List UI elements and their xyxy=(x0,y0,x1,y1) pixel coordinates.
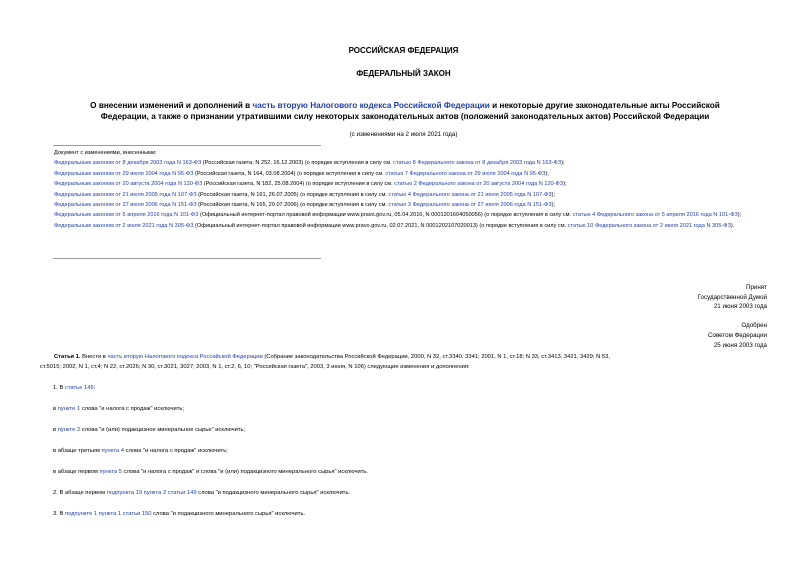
article-1-line-1 xyxy=(40,352,770,362)
doc-type-heading: ФЕДЕРАЛЬНЫЙ ЗАКОН xyxy=(356,69,451,78)
item-text-end: слова "и налога с продаж" исключить; xyxy=(80,406,185,412)
edition-note: (с изменениями на 2 июля 2021 года) xyxy=(349,131,458,138)
approved-date: 25 июня 2003 года xyxy=(713,341,767,349)
item-6 xyxy=(53,490,350,496)
amendment-link[interactable]: Федеральным законом от 5 апреля 2016 года N 101-ФЗ xyxy=(54,212,199,219)
item-2 xyxy=(53,406,184,412)
amendment-text: (Российская газета, N 252, 16.12.2003) (о порядке вступления в силу см. xyxy=(201,160,394,167)
title-text-end: и некоторые другие законодательные акты Российской xyxy=(489,101,720,110)
item-7 xyxy=(53,511,305,517)
item-4 xyxy=(53,448,228,454)
amendment-article-link[interactable]: статью 10 Федерального закона от 2 июля 2021 года N 305-ФЗ xyxy=(567,222,731,229)
item-text: в абзаце третьем xyxy=(53,448,102,454)
amendments-intro: Документ с изменениями, внесенными: xyxy=(54,150,157,156)
amendment-item xyxy=(40,221,770,231)
item-link[interactable]: пункте 2 xyxy=(57,427,81,433)
adoption-block xyxy=(698,283,767,350)
item-text: 2. В абзаце первом xyxy=(53,490,107,496)
item-text: в xyxy=(53,406,58,412)
amendment-link[interactable]: Федеральным законом от 27 июля 2006 года N 151-ФЗ xyxy=(54,202,197,209)
item-text-end: слова "и налога с продаж" и слова "и (или) подакцизного минерального сырья" исключить. xyxy=(122,469,369,475)
amendment-article-link[interactable]: статью 8 Федерального закона от 8 декабря 2003 года N 163-ФЗ xyxy=(393,160,562,167)
approved-label: Одобрен xyxy=(741,322,767,330)
amendment-item xyxy=(40,158,770,168)
amendment-link[interactable]: Федеральным законом от 21 июля 2005 года N 107-ФЗ xyxy=(54,191,197,198)
amendment-article-link[interactable]: статью 4 Федерального закона от 21 июля 2005 года N 107-ФЗ xyxy=(388,191,552,198)
amendment-end: ); xyxy=(737,212,742,219)
amendment-article-link[interactable]: статью 4 Федерального закона от 5 апреля 2016 года N 101-ФЗ xyxy=(572,212,738,219)
title-link-tax-code[interactable]: часть вторую Налогового кодекса Российской Федерации xyxy=(252,101,490,110)
amendment-item xyxy=(40,200,770,210)
item-text-end: слова "и подакцизного минерального сырья" исключить. xyxy=(151,511,306,517)
item-5 xyxy=(53,469,368,475)
amendment-item xyxy=(40,179,770,189)
item-text: 1. В xyxy=(53,385,65,391)
amendment-end: ); xyxy=(551,191,556,198)
amendment-item xyxy=(40,190,770,200)
title-text: О внесении изменений и дополнений в xyxy=(90,101,253,110)
amendment-article-link[interactable]: статью 2 Федерального закона от 20 августа 2004 года N 120-ФЗ xyxy=(394,181,564,188)
amendment-end: ). xyxy=(730,222,735,229)
title-line-2: Федерации, а также о признании утратившими силу некоторых законодательных актов (положений законодательных актов) Российской Федерации xyxy=(100,112,710,121)
item-link[interactable]: пункта 4 xyxy=(101,448,124,454)
article-1-label: Статья 1. xyxy=(54,354,81,360)
article-1-text-end: (Собрание законодательства Российской Федерации, 2000, N 32, ст.3340, 3341; 2001, N 1, ст.18; N 33, ст.3413, 3421, 3429; N 53, xyxy=(262,354,610,360)
item-text-end: слова "и (или) подакцизное минеральное сырье" исключить; xyxy=(80,427,246,433)
amendment-article-link[interactable]: статью 3 Федерального закона от 27 июля 2006 года N 151-ФЗ xyxy=(388,202,552,209)
amendment-link[interactable]: Федеральным законом от 8 декабря 2003 года N 163-ФЗ xyxy=(54,160,202,167)
item-link[interactable]: подпункте 1 пункта 1 статьи 150 xyxy=(64,511,152,517)
amendment-item xyxy=(40,169,770,179)
amendment-link[interactable]: Федеральным законом от 20 августа 2004 года N 120-ФЗ xyxy=(54,181,203,188)
law-title xyxy=(40,100,770,122)
item-1 xyxy=(53,385,95,391)
divider-bottom xyxy=(53,258,321,259)
article-1-line-2: ст.5015; 2002, N 1, ст.4; N 22, ст.2026; N 30, ст.3021, 3027; 2003, N 1, ст.2, 6, 10; "Российская газета", 2003, 3 июня, N 106) следующие изменения и дополнения: xyxy=(40,364,470,371)
item-text-end: слова "и налога с продаж" исключить; xyxy=(123,448,228,454)
amendment-link[interactable]: Федеральным законом от 29 июля 2004 года N 95-ФЗ xyxy=(54,170,194,177)
amendment-item xyxy=(40,210,770,220)
item-text-end: : xyxy=(93,385,96,391)
article-1-text: Внести в xyxy=(80,354,108,360)
item-text: в xyxy=(53,427,58,433)
item-text: в абзаце первом xyxy=(53,469,100,475)
amendment-article-link[interactable]: статью 7 Федерального закона от 29 июля 2004 года N 95-ФЗ xyxy=(385,170,546,177)
article-1 xyxy=(40,352,770,373)
accepted-label: Принят xyxy=(746,284,767,291)
country-heading: РОССИЙСКАЯ ФЕДЕРАЦИЯ xyxy=(348,46,459,55)
amendment-text: (Официальный интернет-портал правовой информации www.pravo.gov.ru, 05.04.2016, N 0001201604050056) (о порядке вступления в силу см. xyxy=(198,212,573,219)
item-link[interactable]: пункте 1 xyxy=(57,406,81,412)
item-3 xyxy=(53,427,245,433)
item-text: 3. В xyxy=(53,511,65,517)
item-link[interactable]: подпункта 19 пункта 2 статьи 149 xyxy=(106,490,197,496)
amendment-end: ); xyxy=(551,202,556,209)
amendment-text: (Российская газета, N 161, 26.07.2005) (о порядке вступления в силу см. xyxy=(196,191,389,198)
amendment-end: ); xyxy=(545,170,549,177)
item-link[interactable]: пункта 5 xyxy=(99,469,122,475)
amendment-text: (Официальный интернет-портал правовой информации www.pravo.gov.ru, 02.07.2021, N 0001202107020013) (о порядке вступления в силу см. xyxy=(193,222,568,229)
item-link[interactable]: статье 145 xyxy=(64,385,94,391)
amendment-text: (Российская газета, N 165, 29.07.2006) (о порядке вступления в силу см. xyxy=(196,202,389,209)
accepted-by: Государственной Думой xyxy=(697,293,767,301)
amendment-link[interactable]: Федеральным законом от 2 июля 2021 года N 305-ФЗ xyxy=(54,222,194,229)
amendment-end: ); xyxy=(561,160,565,167)
article-1-link-tax-code[interactable]: часть вторую Налогового кодекса Российской Федерации xyxy=(107,354,263,360)
amendment-text: (Российская газета, N 182, 25.08.2004) (о порядке вступления в силу см. xyxy=(202,181,395,188)
item-text-end: слова "и подакцизного минерального сырья" исключить. xyxy=(196,490,351,496)
approved-by: Советом Федерации xyxy=(708,331,767,339)
amendment-end: ); xyxy=(563,181,567,188)
divider-top xyxy=(53,145,321,146)
accepted-date: 21 июня 2003 года xyxy=(713,303,767,311)
amendments-block xyxy=(40,148,770,231)
amendment-text: (Российская газета, N 164, 03.08.2004) (о порядке вступления в силу см. xyxy=(193,170,386,177)
